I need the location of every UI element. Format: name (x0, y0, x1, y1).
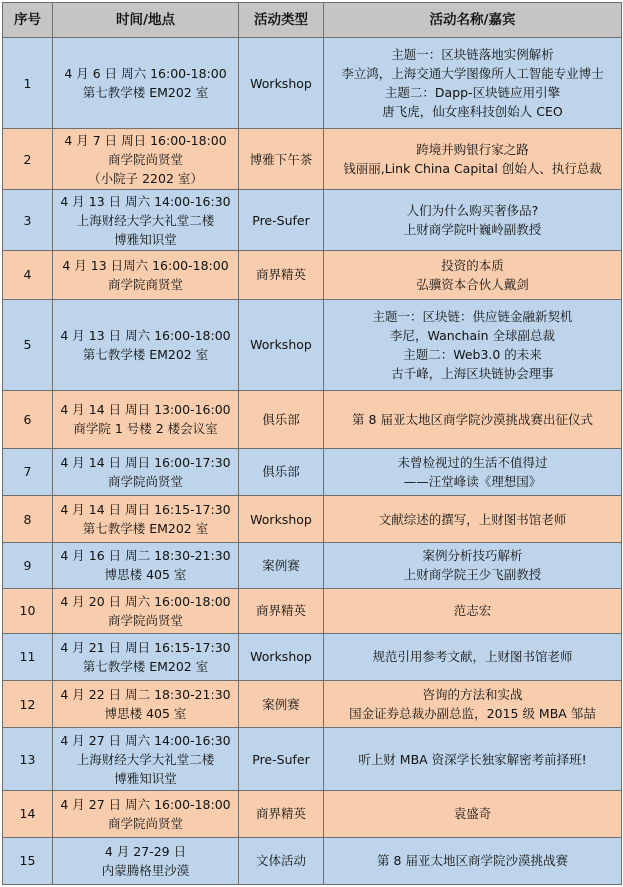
time-location-cell (53, 391, 239, 449)
time-location-line: 博雅知识堂 (114, 770, 177, 786)
header-type: 活动类型 (239, 3, 324, 38)
activity-type-cell: 俱乐部 (239, 448, 324, 495)
activity-title-cell (324, 681, 622, 728)
time-location-line: 4 月 14 日 周日 13:00-16:00 (60, 402, 231, 418)
time-location-cell (53, 38, 239, 129)
time-location-cell (53, 791, 239, 837)
table-row (3, 837, 622, 884)
time-location-line: 4 月 20 日 周六 16:00-18:00 (60, 593, 231, 609)
activity-title-cell (324, 190, 622, 251)
activity-type-cell: Pre-Sufer (239, 190, 324, 251)
activity-title-cell (324, 728, 622, 791)
row-number: 1 (3, 38, 53, 129)
header-title: 活动名称/嘉宾 (324, 3, 622, 38)
activity-title-line: 钱丽丽,Link China Capital 创始人、执行总裁 (343, 161, 602, 177)
time-location-cell (53, 588, 239, 633)
activity-title-line: 投资的本质 (441, 257, 504, 273)
row-number: 12 (3, 681, 53, 728)
time-location-line: 4 月 7 日 周日 16:00-18:00 (64, 132, 227, 148)
activity-title-cell (324, 448, 622, 495)
activity-title-line: 李立鸿，上海交通大学图像所人工智能专业博士 (341, 66, 604, 82)
row-number: 14 (3, 791, 53, 837)
activity-title-line: 咨询的方法和实战 (422, 687, 523, 703)
time-location-line: 4 月 14 日 周日 16:15-17:30 (60, 502, 231, 518)
activity-title-line: 国金证券总裁办副总监，2015 级 MBA 邹喆 (349, 706, 596, 722)
activity-title-cell (324, 837, 622, 884)
row-number: 4 (3, 251, 53, 299)
table-row (3, 588, 622, 633)
time-location-line: （小院子 2202 室） (88, 170, 203, 186)
table-row (3, 633, 622, 680)
activity-title-line: 听上财 MBA 资深学长独家解密考前择班! (358, 751, 587, 767)
time-location-line: 第七教学楼 EM202 室 (82, 85, 209, 101)
activity-title-line: 未曾检视过的生活不值得过 (397, 454, 548, 470)
time-location-line: 4 月 14 日 周日 16:00-17:30 (60, 454, 231, 470)
time-location-line: 4 月 27 日 周六 16:00-18:00 (60, 796, 231, 812)
activity-title-line: 文献综述的撰写，上财图书馆老师 (378, 511, 567, 527)
time-location-line: 第七教学楼 EM202 室 (82, 521, 209, 537)
table-row (3, 496, 622, 543)
time-location-cell (53, 681, 239, 728)
activity-type-cell: 商界精英 (239, 251, 324, 299)
activity-type-cell: Workshop (239, 299, 324, 390)
time-location-line: 4 月 6 日 周六 16:00-18:00 (64, 66, 227, 82)
table-row (3, 190, 622, 251)
time-location-line: 商学院尚贤堂 (107, 815, 183, 831)
row-number: 13 (3, 728, 53, 791)
time-location-line: 商学院商贤堂 (107, 276, 183, 292)
time-location-line: 4 月 13 日 周六 14:00-16:30 (60, 193, 231, 209)
time-location-line: 商学院 1 号楼 2 楼会议室 (73, 421, 218, 437)
activity-title-cell (324, 391, 622, 449)
time-location-line: 第七教学楼 EM202 室 (82, 658, 209, 674)
activity-title-line: 规范引用参考文献，上财图书馆老师 (372, 649, 573, 665)
activity-type-cell: Workshop (239, 496, 324, 543)
row-number: 5 (3, 299, 53, 390)
activity-title-line: 主题一：区块链：供应链金融新契机 (372, 308, 573, 324)
time-location-line: 商学院尚贤堂 (107, 151, 183, 167)
activity-title-line: 弘骥资本合伙人戴剑 (416, 276, 529, 292)
row-number: 7 (3, 448, 53, 495)
time-location-cell (53, 728, 239, 791)
table-row (3, 543, 622, 588)
activity-title-line: 第 8 届亚太地区商学院沙漠挑战赛出征仪式 (352, 411, 593, 427)
header-row (3, 3, 622, 38)
activity-title-line: 跨境并购银行家之路 (416, 142, 529, 158)
time-location-line: 4 月 13 日 周六 16:00-18:00 (60, 327, 231, 343)
time-location-line: 商学院尚贤堂 (107, 612, 183, 628)
activity-type-cell: 俱乐部 (239, 391, 324, 449)
table-row (3, 448, 622, 495)
activity-title-line: 主题二：Web3.0 的未来 (403, 346, 542, 362)
table-row (3, 791, 622, 837)
time-location-cell (53, 633, 239, 680)
activity-title-line: ——汪堂峰读《理想国》 (403, 473, 542, 489)
activity-title-line: 古千峰，上海区块链协会理事 (391, 365, 554, 381)
table-row (3, 391, 622, 449)
activity-title-cell (324, 129, 622, 190)
row-number: 15 (3, 837, 53, 884)
activity-type-cell: 商界精英 (239, 791, 324, 837)
header-time: 时间/地点 (53, 3, 239, 38)
time-location-line: 4 月 16 日 周二 18:30-21:30 (60, 548, 231, 564)
time-location-line: 第七教学楼 EM202 室 (82, 346, 209, 362)
activity-title-cell (324, 299, 622, 390)
activity-title-line: 主题一：区块链落地实例解析 (391, 47, 554, 63)
time-location-line: 4 月 27 日 周六 14:00-16:30 (60, 732, 231, 748)
table-row (3, 681, 622, 728)
time-location-cell (53, 448, 239, 495)
time-location-line: 4 月 13 日周六 16:00-18:00 (62, 257, 229, 273)
activity-type-cell: Workshop (239, 38, 324, 129)
activity-title-cell (324, 251, 622, 299)
activity-title-cell (324, 496, 622, 543)
time-location-line: 4 月 22 日 周二 18:30-21:30 (60, 687, 231, 703)
activity-type-cell: 博雅下午茶 (239, 129, 324, 190)
activity-title-line: 主题二：Dapp-区块链应用引擎 (384, 85, 561, 101)
activity-schedule-table (2, 2, 622, 885)
time-location-cell (53, 543, 239, 588)
activity-title-cell (324, 588, 622, 633)
activity-title-cell (324, 543, 622, 588)
time-location-line: 内蒙腾格里沙漠 (101, 862, 190, 878)
activity-title-line: 第 8 届亚太地区商学院沙漠挑战赛 (377, 853, 568, 869)
time-location-cell (53, 251, 239, 299)
table-row (3, 299, 622, 390)
time-location-line: 商学院尚贤堂 (107, 473, 183, 489)
activity-title-cell (324, 38, 622, 129)
row-number: 8 (3, 496, 53, 543)
time-location-line: 上海财经大学大礼堂二楼 (76, 212, 215, 228)
row-number: 6 (3, 391, 53, 449)
table-row (3, 728, 622, 791)
time-location-line: 4 月 21 日 周日 16:15-17:30 (60, 639, 231, 655)
time-location-cell (53, 299, 239, 390)
activity-title-cell (324, 633, 622, 680)
activity-title-line: 唐飞虎，仙女座科技创始人 CEO (382, 104, 563, 120)
row-number: 9 (3, 543, 53, 588)
activity-type-cell: 商界精英 (239, 588, 324, 633)
activity-title-cell (324, 791, 622, 837)
row-number: 11 (3, 633, 53, 680)
table-row (3, 38, 622, 129)
row-number: 2 (3, 129, 53, 190)
activity-title-line: 案例分析技巧解析 (422, 548, 523, 564)
time-location-cell (53, 496, 239, 543)
activity-type-cell: 案例赛 (239, 681, 324, 728)
time-location-cell (53, 129, 239, 190)
time-location-cell (53, 837, 239, 884)
activity-title-line: 袁盛奇 (453, 806, 492, 822)
activity-title-line: 李尼，Wanchain 全球副总裁 (390, 327, 555, 343)
header-no: 序号 (3, 3, 53, 38)
time-location-line: 4 月 27-29 日 (104, 843, 187, 859)
activity-title-line: 上财商学院王少飞副教授 (403, 567, 542, 583)
row-number: 3 (3, 190, 53, 251)
activity-type-cell: Workshop (239, 633, 324, 680)
activity-title-line: 人们为什么购买奢侈品? (406, 203, 539, 219)
activity-type-cell: 文体活动 (239, 837, 324, 884)
table-row (3, 129, 622, 190)
table-row (3, 251, 622, 299)
time-location-cell (53, 190, 239, 251)
time-location-line: 博雅知识堂 (114, 231, 177, 247)
activity-type-cell: Pre-Sufer (239, 728, 324, 791)
activity-title-line: 上财商学院叶巍岭副教授 (403, 222, 542, 238)
row-number: 10 (3, 588, 53, 633)
time-location-line: 博思楼 405 室 (104, 567, 187, 583)
activity-type-cell: 案例赛 (239, 543, 324, 588)
time-location-line: 博思楼 405 室 (104, 706, 187, 722)
activity-title-line: 范志宏 (453, 603, 492, 619)
time-location-line: 上海财经大学大礼堂二楼 (76, 751, 215, 767)
